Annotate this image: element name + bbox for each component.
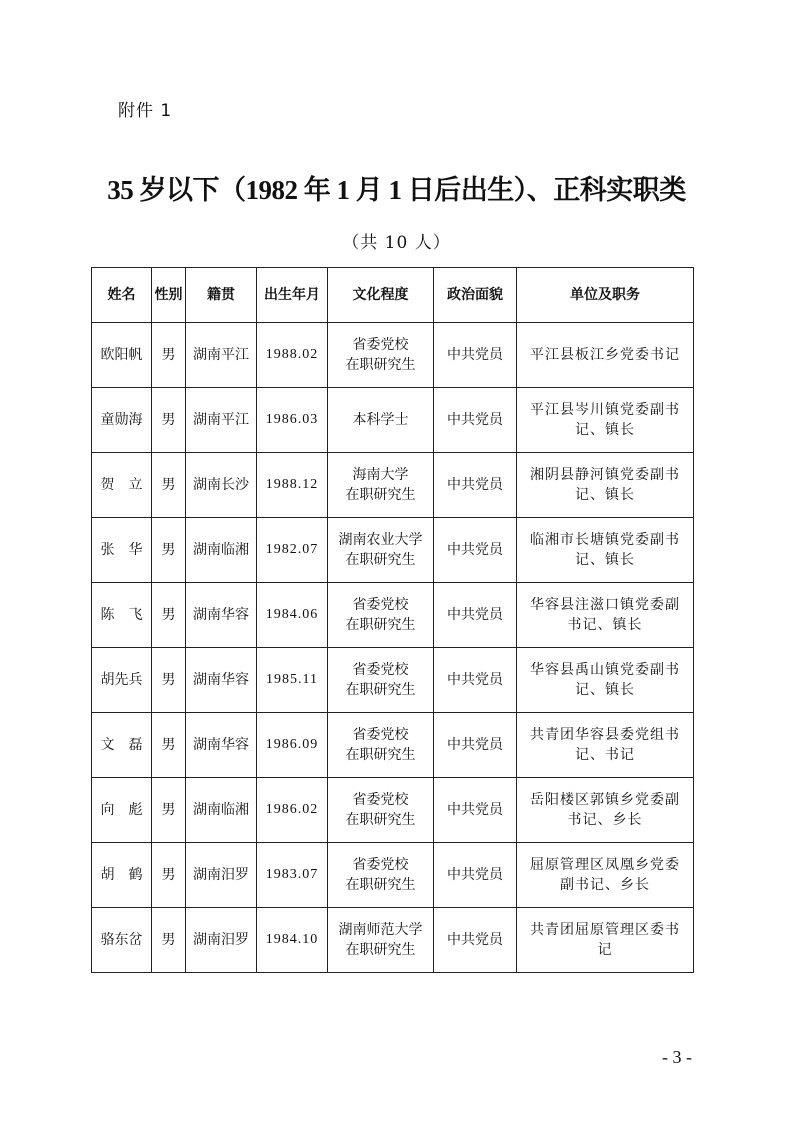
table-row bbox=[92, 518, 694, 583]
cell-gender: 男 bbox=[152, 778, 186, 843]
cell-birth: 1986.03 bbox=[257, 388, 328, 453]
cell-education: 省委党校 在职研究生 bbox=[328, 778, 434, 843]
cell-position: 华容县禹山镇党委副书 记、镇长 bbox=[517, 648, 694, 713]
cell-name: 胡先兵 bbox=[92, 648, 152, 713]
cell-name: 欧阳帆 bbox=[92, 323, 152, 388]
cell-political-status: 中共党员 bbox=[434, 843, 517, 908]
table-header-row bbox=[92, 268, 694, 323]
cell-native-place: 湖南平江 bbox=[186, 388, 257, 453]
cell-birth: 1982.07 bbox=[257, 518, 328, 583]
cell-education: 省委党校 在职研究生 bbox=[328, 323, 434, 388]
table-row bbox=[92, 453, 694, 518]
cell-native-place: 湖南汨罗 bbox=[186, 843, 257, 908]
cell-gender: 男 bbox=[152, 583, 186, 648]
cell-native-place: 湖南临湘 bbox=[186, 518, 257, 583]
cell-position: 共青团屈原管理区委书 记 bbox=[517, 908, 694, 973]
header-birth: 出生年月 bbox=[257, 268, 328, 323]
cell-political-status: 中共党员 bbox=[434, 648, 517, 713]
cell-political-status: 中共党员 bbox=[434, 713, 517, 778]
cell-education: 海南大学 在职研究生 bbox=[328, 453, 434, 518]
header-political-status: 政治面貌 bbox=[434, 268, 517, 323]
cell-political-status: 中共党员 bbox=[434, 778, 517, 843]
cell-political-status: 中共党员 bbox=[434, 388, 517, 453]
table-row bbox=[92, 908, 694, 973]
cell-native-place: 湖南长沙 bbox=[186, 453, 257, 518]
cell-name: 贺 立 bbox=[92, 453, 152, 518]
cell-native-place: 湖南平江 bbox=[186, 323, 257, 388]
cell-position: 临湘市长塘镇党委副书 记、镇长 bbox=[517, 518, 694, 583]
cell-birth: 1988.02 bbox=[257, 323, 328, 388]
cell-gender: 男 bbox=[152, 323, 186, 388]
header-position: 单位及职务 bbox=[517, 268, 694, 323]
cell-gender: 男 bbox=[152, 713, 186, 778]
cell-gender: 男 bbox=[152, 908, 186, 973]
cell-native-place: 湖南汨罗 bbox=[186, 908, 257, 973]
header-name: 姓名 bbox=[92, 268, 152, 323]
table-row bbox=[92, 323, 694, 388]
cell-political-status: 中共党员 bbox=[434, 453, 517, 518]
cell-birth: 1984.10 bbox=[257, 908, 328, 973]
cell-gender: 男 bbox=[152, 453, 186, 518]
cell-political-status: 中共党员 bbox=[434, 583, 517, 648]
cell-name: 陈 飞 bbox=[92, 583, 152, 648]
cell-gender: 男 bbox=[152, 388, 186, 453]
cell-name: 骆东岔 bbox=[92, 908, 152, 973]
header-native-place: 籍贯 bbox=[186, 268, 257, 323]
cell-gender: 男 bbox=[152, 518, 186, 583]
cell-political-status: 中共党员 bbox=[434, 323, 517, 388]
cell-position: 平江县板江乡党委书记 bbox=[517, 323, 694, 388]
cell-native-place: 湖南华容 bbox=[186, 713, 257, 778]
cell-birth: 1988.12 bbox=[257, 453, 328, 518]
attachment-label: 附件 1 bbox=[118, 101, 173, 121]
cell-education: 湖南农业大学 在职研究生 bbox=[328, 518, 434, 583]
cell-birth: 1986.09 bbox=[257, 713, 328, 778]
cell-position: 共青团华容县委党组书 记、书记 bbox=[517, 713, 694, 778]
cell-name: 向 彪 bbox=[92, 778, 152, 843]
document-subtitle: （共 10 人） bbox=[342, 233, 451, 253]
cell-name: 童勋海 bbox=[92, 388, 152, 453]
cell-native-place: 湖南华容 bbox=[186, 583, 257, 648]
cell-position: 屈原管理区凤凰乡党委 副书记、乡长 bbox=[517, 843, 694, 908]
table-row bbox=[92, 778, 694, 843]
table-row bbox=[92, 388, 694, 453]
cell-name: 张 华 bbox=[92, 518, 152, 583]
cell-native-place: 湖南临湘 bbox=[186, 778, 257, 843]
cell-political-status: 中共党员 bbox=[434, 908, 517, 973]
header-education: 文化程度 bbox=[328, 268, 434, 323]
cell-education: 省委党校 在职研究生 bbox=[328, 583, 434, 648]
cell-position: 岳阳楼区郭镇乡党委副 书记、乡长 bbox=[517, 778, 694, 843]
cell-name: 胡 鹤 bbox=[92, 843, 152, 908]
cell-gender: 男 bbox=[152, 843, 186, 908]
header-gender: 性别 bbox=[152, 268, 186, 323]
cell-education: 省委党校 在职研究生 bbox=[328, 648, 434, 713]
cell-position: 华容县注滋口镇党委副 书记、镇长 bbox=[517, 583, 694, 648]
cell-gender: 男 bbox=[152, 648, 186, 713]
personnel-table bbox=[91, 267, 694, 973]
cell-birth: 1985.11 bbox=[257, 648, 328, 713]
table-row bbox=[92, 583, 694, 648]
cell-native-place: 湖南华容 bbox=[186, 648, 257, 713]
cell-birth: 1986.02 bbox=[257, 778, 328, 843]
cell-birth: 1984.06 bbox=[257, 583, 328, 648]
table-row bbox=[92, 843, 694, 908]
page-number: - 3 - bbox=[662, 1047, 692, 1067]
cell-political-status: 中共党员 bbox=[434, 518, 517, 583]
cell-birth: 1983.07 bbox=[257, 843, 328, 908]
table-row bbox=[92, 648, 694, 713]
document-title: 35 岁以下（1982 年 1 月 1 日后出生）、正科实职类 bbox=[107, 175, 686, 205]
cell-name: 文 磊 bbox=[92, 713, 152, 778]
cell-position: 湘阴县静河镇党委副书 记、镇长 bbox=[517, 453, 694, 518]
cell-position: 平江县岑川镇党委副书 记、镇长 bbox=[517, 388, 694, 453]
cell-education: 湖南师范大学 在职研究生 bbox=[328, 908, 434, 973]
cell-education: 本科学士 bbox=[328, 388, 434, 453]
cell-education: 省委党校 在职研究生 bbox=[328, 713, 434, 778]
cell-education: 省委党校 在职研究生 bbox=[328, 843, 434, 908]
table-row bbox=[92, 713, 694, 778]
